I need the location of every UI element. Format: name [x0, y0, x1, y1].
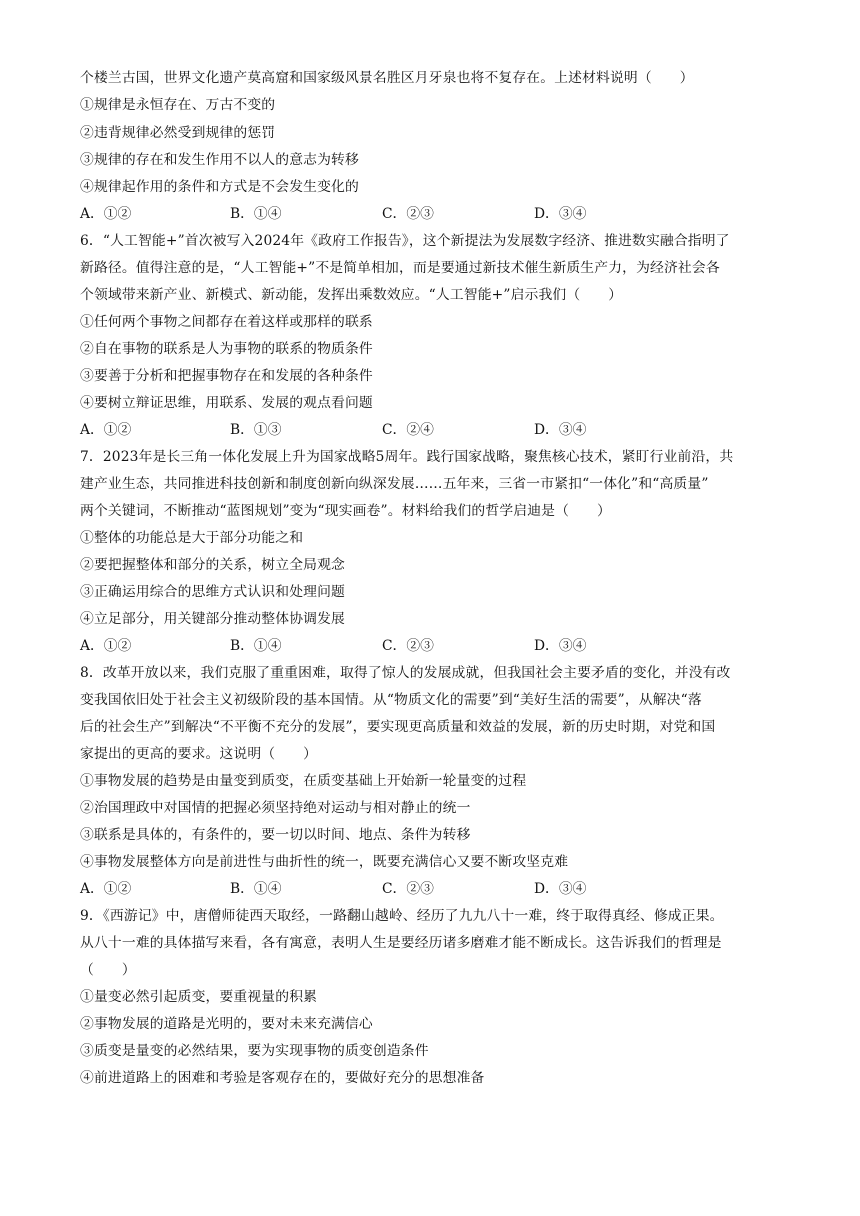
q9-item-4: ④前进道路上的困难和考验是客观存在的，要做好充分的思想准备 — [80, 1070, 485, 1086]
q5-option-d: D．③④ — [534, 206, 587, 222]
q9-item-1: ①量变必然引起质变，要重视量的积累 — [80, 989, 318, 1005]
q9-stem-line-3: （ ） — [80, 962, 136, 978]
q5-option-b: B．①④ — [230, 206, 282, 222]
q8-stem-line-2: 变我国依旧处于社会主义初级阶段的基本国情。从“物质文化的需要”到“美好生活的需要”，从解决“落 — [80, 692, 702, 708]
q6-option-d: D．③④ — [534, 422, 587, 438]
q6-item-2: ②自在事物的联系是人为事物的联系的物质条件 — [80, 341, 373, 357]
q6-option-a: A．①② — [80, 422, 132, 438]
q6-item-4: ④要树立辩证思维，用联系、发展的观点看问题 — [80, 395, 373, 411]
q5-option-c: C．②③ — [382, 206, 434, 222]
q7-option-c: C．②③ — [382, 638, 434, 654]
q8-option-b: B．①④ — [230, 881, 282, 897]
q8-item-2: ②治国理政中对国情的把握必须坚持绝对运动与相对静止的统一 — [80, 800, 471, 816]
q7-item-1: ①整体的功能总是大于部分功能之和 — [80, 530, 304, 546]
q7-stem-line-2: 建产业生态，共同推进科技创新和制度创新向纵深发展……五年来，三省一市紧扣“一体化”和“高质量” — [80, 476, 709, 492]
q8-item-3: ③联系是具体的，有条件的，要一切以时间、地点、条件为转移 — [80, 827, 471, 843]
q5-option-a: A．①② — [80, 206, 132, 222]
q6-item-1: ①任何两个事物之间都存在着这样或那样的联系 — [80, 314, 373, 330]
q6-option-b: B．①③ — [230, 422, 282, 438]
q9-stem-line-1: 9．《西游记》中，唐僧师徒西天取经，一路翻山越岭、经历了九九八十一难，终于取得真经、修成正果。 — [80, 908, 724, 924]
q8-option-d: D．③④ — [534, 881, 587, 897]
q8-item-1: ①事物发展的趋势是由量变到质变，在质变基础上开始新一轮量变的过程 — [80, 773, 527, 789]
q8-stem-line-4: 家提出的更高的要求。这说明（ ） — [80, 746, 318, 762]
q8-stem-line-1: 8．改革开放以来，我们克服了重重困难，取得了惊人的发展成就，但我国社会主要矛盾的变化，并没有改 — [80, 665, 731, 681]
q7-option-b: B．①④ — [230, 638, 282, 654]
q7-stem-line-3: 两个关键词，不断推动“蓝图规划”变为“现实画卷”。材料给我们的哲学启迪是（ ） — [80, 503, 611, 519]
q5-item-4: ④规律起作用的条件和方式是不会发生变化的 — [80, 179, 359, 195]
q8-item-4: ④事物发展整体方向是前进性与曲折性的统一，既要充满信心又要不断攻坚克难 — [80, 854, 569, 870]
q9-item-2: ②事物发展的道路是光明的，要对未来充满信心 — [80, 1016, 373, 1032]
q5-item-3: ③规律的存在和发生作用不以人的意志为转移 — [80, 152, 359, 168]
q6-item-3: ③要善于分析和把握事物存在和发展的各种条件 — [80, 368, 373, 384]
q5-item-1: ①规律是永恒存在、万古不变的 — [80, 97, 276, 113]
q7-stem-line-1: 7．2023年是长三角一体化发展上升为国家战略5周年。践行国家战略，聚焦核心技术，紧盯行业前沿，共 — [80, 449, 734, 465]
q8-stem-line-3: 后的社会生产”到解决“不平衡不充分的发展”，要实现更高质量和效益的发展，新的历史时期，对党和国 — [80, 719, 716, 735]
q7-item-2: ②要把握整体和部分的关系，树立全局观念 — [80, 557, 345, 573]
q6-option-c: C．②④ — [382, 422, 434, 438]
q5-stem-tail: 个楼兰古国，世界文化遗产莫高窟和国家级风景名胜区月牙泉也将不复存在。上述材料说明（ ） — [80, 70, 694, 86]
q7-item-3: ③正确运用综合的思维方式认识和处理问题 — [80, 584, 345, 600]
q8-option-c: C．②③ — [382, 881, 434, 897]
q6-stem-line-1: 6．“人工智能+”首次被写入2024年《政府工作报告》，这个新提法为发展数字经济、推进数实融合指明了 — [80, 233, 730, 249]
q6-stem-line-2: 新路径。值得注意的是，“人工智能+”不是简单相加，而是要通过新技术催生新质生产力，为经济社会各 — [80, 260, 720, 276]
q7-item-4: ④立足部分，用关键部分推动整体协调发展 — [80, 611, 345, 627]
q7-option-d: D．③④ — [534, 638, 587, 654]
q6-stem-line-3: 个领域带来新产业、新模式、新动能，发挥出乘数效应。“人工智能+”启示我们（ ） — [80, 287, 623, 303]
q5-item-2: ②违背规律必然受到规律的惩罚 — [80, 125, 276, 141]
q9-item-3: ③质变是量变的必然结果，要为实现事物的质变创造条件 — [80, 1043, 429, 1059]
q8-option-a: A．①② — [80, 881, 132, 897]
q7-option-a: A．①② — [80, 638, 132, 654]
q9-stem-line-2: 从八十一难的具体描写来看，各有寓意，表明人生是要经历诸多磨难才能不断成长。这告诉我们的哲理是 — [80, 935, 722, 951]
